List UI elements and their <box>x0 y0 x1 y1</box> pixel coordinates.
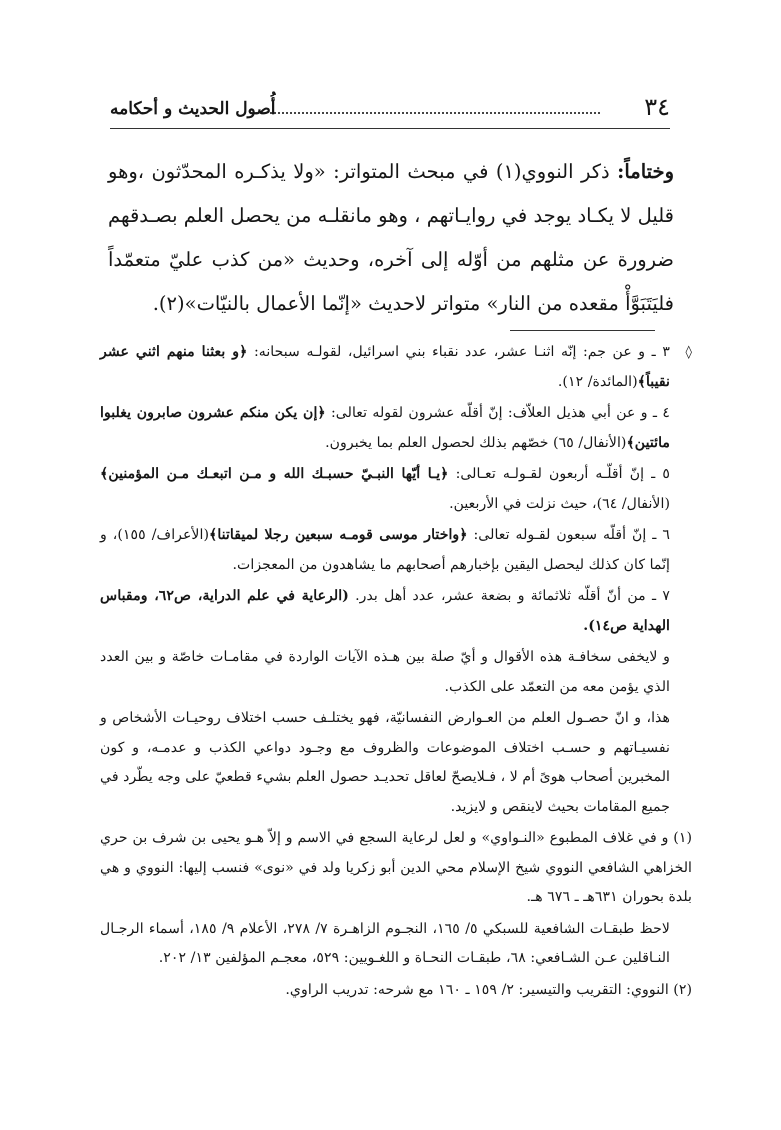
main-text <box>108 150 674 326</box>
footnote-separator <box>510 330 655 331</box>
note-5-suffix: (الأنفال/ ٦٤)، حيث نزلت في الأربعين. <box>449 495 670 512</box>
page-header <box>110 92 670 130</box>
note-6-suffix: (الأعراف/ ١٥٥)، و إنّما كان كذلك ليحصل اليقين بإخبارهم أصحابهم ما يشاهدون من المعجزات. <box>100 527 670 573</box>
main-paragraph <box>108 150 674 326</box>
note-3-quote: ﴿و بعثنا منهم اثني عشر نقيباً﴾ <box>100 344 670 390</box>
note-6-quote: ﴿واختار موسى قومـه سبعين رجلا لميقاتنا﴾ <box>209 527 468 543</box>
main-lead-word: وختاماً: <box>617 160 675 183</box>
note-7-ref: (الرعاية في علم الدراية، ص٦٢، ومقباس الهداية ص١٤). <box>100 588 670 634</box>
header-rule <box>110 128 670 129</box>
note-commentary-2: هذا، و انّ حصـول العلم من العـوارض النفسانيّة، فهو يختلـف حسب اختلاف روحيـات الأشخاص و نفسيـاتهم و حسـب اختلاف الموضوعات والظروف مع وجـود دواعي الكذب و عدمـه، و كون المخبرين أصحاب هوىً أم لا ، فـلايصحّ لعاقل تحديـد حصول العلم بشيء قطعيّ على وجه يطّرد في جميع المقامات بحيث لاينقص و لايزيد. <box>100 710 670 815</box>
footnote-1-text: (١) و في غلاف المطبوع «النـواوي» و لعل لرعاية السجع في الاسم و إلاّ هـو يحيى بن شرف بن حري الخزاهي الشافعي النووي شيخ الإسلام محي الدين أبو زكريا ولد في «نوى» فنسب إليها: النووي و هي بلدة بحوران ٦٣١هـ ـ ٦٧٦ هـ. <box>100 830 692 905</box>
note-6-text: ٦ ـ إنّ أقلّه سبعون لقـوله تعالى: <box>467 527 670 543</box>
footnote-2: (٢) النووي: التقريب والتيسير: ٢/ ١٥٩ ـ ١٦٠ مع شرحه: تدريب الراوي. <box>285 981 692 998</box>
note-commentary-1: و لايخفى سخافـة هذه الأقوال و أيّ صلة بين هـذه الآيات الواردة في مقامـات خاصّة و بين العدد الذي يؤمن معه من التعمّد على الكذب. <box>100 649 670 695</box>
note-3-ref: (المائدة/ ١٢). <box>557 373 638 390</box>
note-item-7 <box>100 582 692 641</box>
note-3-text: ٣ ـ و عن جم: إنّه اثنـا عشر، عدد نقباء بني اسرائيل، لقولـه سبحانه: <box>247 344 670 360</box>
footnotes <box>100 338 692 1007</box>
footnote-1-sources: لاحظ طبقـات الشافعية للسبكي ٥/ ١٦٥، النجـوم الزاهـرة ٧/ ٢٧٨، الأعلام ٩/ ١٨٥، أسماء الرجـال النـاقلين عـن الشـافعي: ٦٨، طبقـات النحـاة و اللغـويين: ٥٢٩، معجـم المؤلفين ١٣/ ٢٠٢. <box>100 920 670 966</box>
note-item-6 <box>100 521 692 580</box>
running-title: أُصول الحديث و أحكامه <box>110 99 276 119</box>
main-paragraph-text: ذكر النووي(١) في مبحث المتواتر: «ولا يذكـره المحدّثون ،وهو قليل لا يكـاد يوجد في روايـاتهم ، وهو مانقلـه من يحصل العلم بصـدقهم ضرورة عن مثلهم من أوّله إلى آخره، وحديث «من كذب عليّ متعمّداً فليَتَبَوَّأْ مقعده من النار» متواتر لاحديث «إنّما الأعمال بالنيّات»(٢). <box>108 160 674 315</box>
note-4-suffix: (الأنفال/ ٦٥) خصّهم بذلك لحصول العلم بما يخبرون. <box>325 434 627 451</box>
note-item-3 <box>100 338 692 397</box>
header-dotted-leader <box>270 112 600 114</box>
note-marker-icon: ◊ <box>685 345 692 360</box>
note-4-quote: ﴿إن يكن منكم عشرون صابرون يغلبوا مائتين﴾ <box>100 405 670 451</box>
footnote-1 <box>100 824 692 913</box>
note-item-4 <box>100 399 692 458</box>
note-item-5 <box>100 460 692 519</box>
page-number: ٣٤ <box>644 93 670 121</box>
note-5-quote: ﴿يـا أيّها النبـيّ حسبـك الله و مـن اتبعـك مـن المؤمنين﴾ <box>100 466 449 482</box>
note-4-text: ٤ ـ و عن أبي هذيل العلاّف: إنّ أقلّه عشرون لقوله تعالى: <box>325 405 670 421</box>
note-7-text: ٧ ـ من أنّ أقلّه ثلاثمائة و بضعة عشر، عدد أهل بدر. <box>348 588 670 604</box>
note-5-text: ٥ ـ إنّ أقلّـه أربعون لقـولـه تعـالى: <box>448 466 671 482</box>
